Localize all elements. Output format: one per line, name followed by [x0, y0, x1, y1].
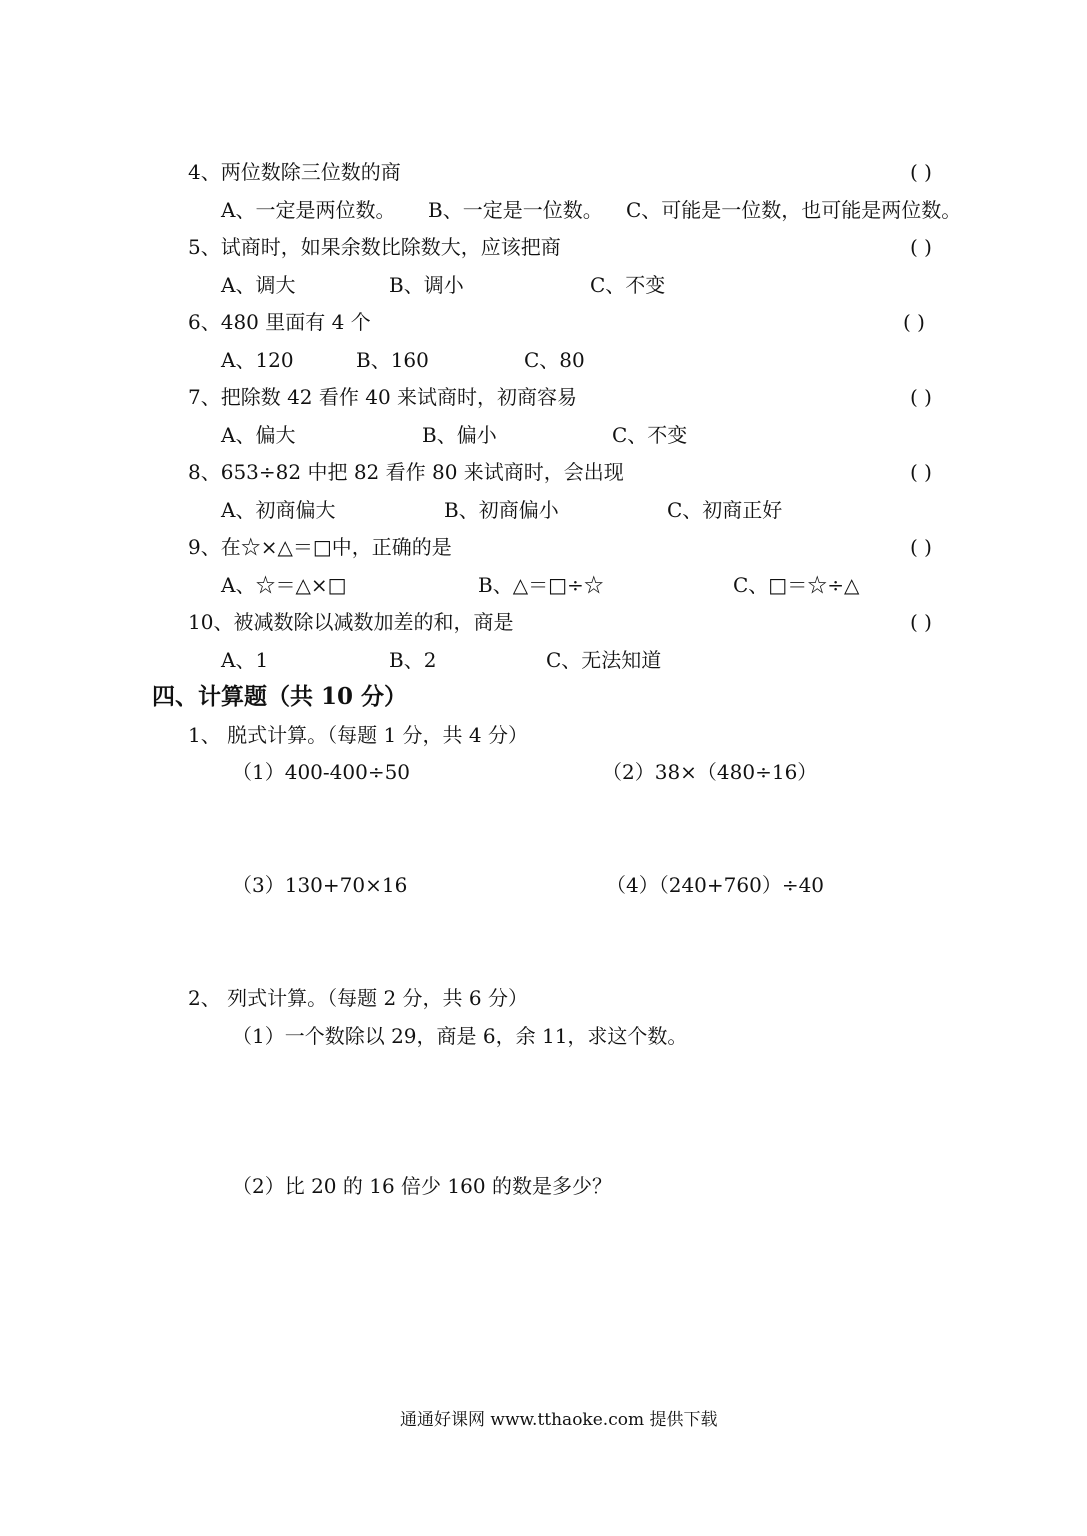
word-problem-1: （1）一个数除以 29，商是 6，余 11，求这个数。	[232, 1024, 688, 1048]
question-6-option-b: B、160	[356, 348, 429, 372]
question-8-option-c: C、初商正好	[667, 498, 783, 522]
question-4-option-b: B、一定是一位数。	[428, 198, 603, 222]
calc-item-3: （3）130+70×16	[232, 873, 408, 897]
question-9-option-b: B、△＝□÷☆	[478, 573, 604, 597]
footer-text: 通通好课网 www.tthaoke.com 提供下载	[400, 1410, 718, 1430]
calc-item-2: （2）38×（480÷16）	[602, 760, 818, 784]
question-7-option-c: C、不变	[612, 423, 688, 447]
question-9-stem: 9、在☆×△＝□中，正确的是	[188, 535, 452, 559]
question-7-option-b: B、偏小	[422, 423, 497, 447]
calc-item-1: （1）400-400÷50	[232, 760, 411, 784]
question-5-option-c: C、不变	[590, 273, 666, 297]
answer-blank[interactable]: ( )	[910, 160, 932, 184]
question-6-option-a: A、120	[221, 348, 294, 372]
word-problem-2: （2）比 20 的 16 倍少 160 的数是多少？	[232, 1174, 612, 1198]
calc-item-4: （4）（240+760）÷40	[606, 873, 825, 897]
question-6-stem: 6、480 里面有 4 个	[188, 310, 371, 334]
answer-blank[interactable]: ( )	[910, 235, 932, 259]
answer-blank[interactable]: ( )	[903, 310, 925, 334]
section-title: 四、计算题（共 10 分）	[152, 683, 408, 710]
question-4-stem: 4、两位数除三位数的商	[188, 160, 401, 184]
question-10-option-a: A、1	[221, 648, 269, 672]
question-4-option-c: C、可能是一位数，也可能是两位数。	[626, 198, 962, 222]
question-4-option-a: A、一定是两位数。	[221, 198, 396, 222]
question-5-option-b: B、调小	[389, 273, 464, 297]
answer-blank[interactable]: ( )	[910, 610, 932, 634]
question-8-stem: 8、653÷82 中把 82 看作 80 来试商时，会出现	[188, 460, 624, 484]
part-2-heading: 2、 列式计算。（每题 2 分，共 6 分）	[188, 986, 528, 1010]
question-9-option-a: A、☆＝△×□	[221, 573, 347, 597]
question-9-option-c: C、□＝☆÷△	[733, 573, 860, 597]
question-10-stem: 10、被减数除以减数加差的和，商是	[188, 610, 514, 634]
question-10-option-b: B、2	[389, 648, 437, 672]
question-7-stem: 7、把除数 42 看作 40 来试商时，初商容易	[188, 385, 578, 409]
question-5-stem: 5、试商时，如果余数比除数大，应该把商	[188, 235, 561, 259]
question-5-option-a: A、调大	[221, 273, 296, 297]
part-1-heading: 1、 脱式计算。（每题 1 分，共 4 分）	[188, 723, 528, 747]
question-7-option-a: A、偏大	[221, 423, 296, 447]
answer-blank[interactable]: ( )	[910, 535, 932, 559]
question-10-option-c: C、无法知道	[546, 648, 662, 672]
question-8-option-a: A、初商偏大	[221, 498, 336, 522]
question-8-option-b: B、初商偏小	[444, 498, 559, 522]
question-6-option-c: C、80	[524, 348, 585, 372]
answer-blank[interactable]: ( )	[910, 460, 932, 484]
answer-blank[interactable]: ( )	[910, 385, 932, 409]
